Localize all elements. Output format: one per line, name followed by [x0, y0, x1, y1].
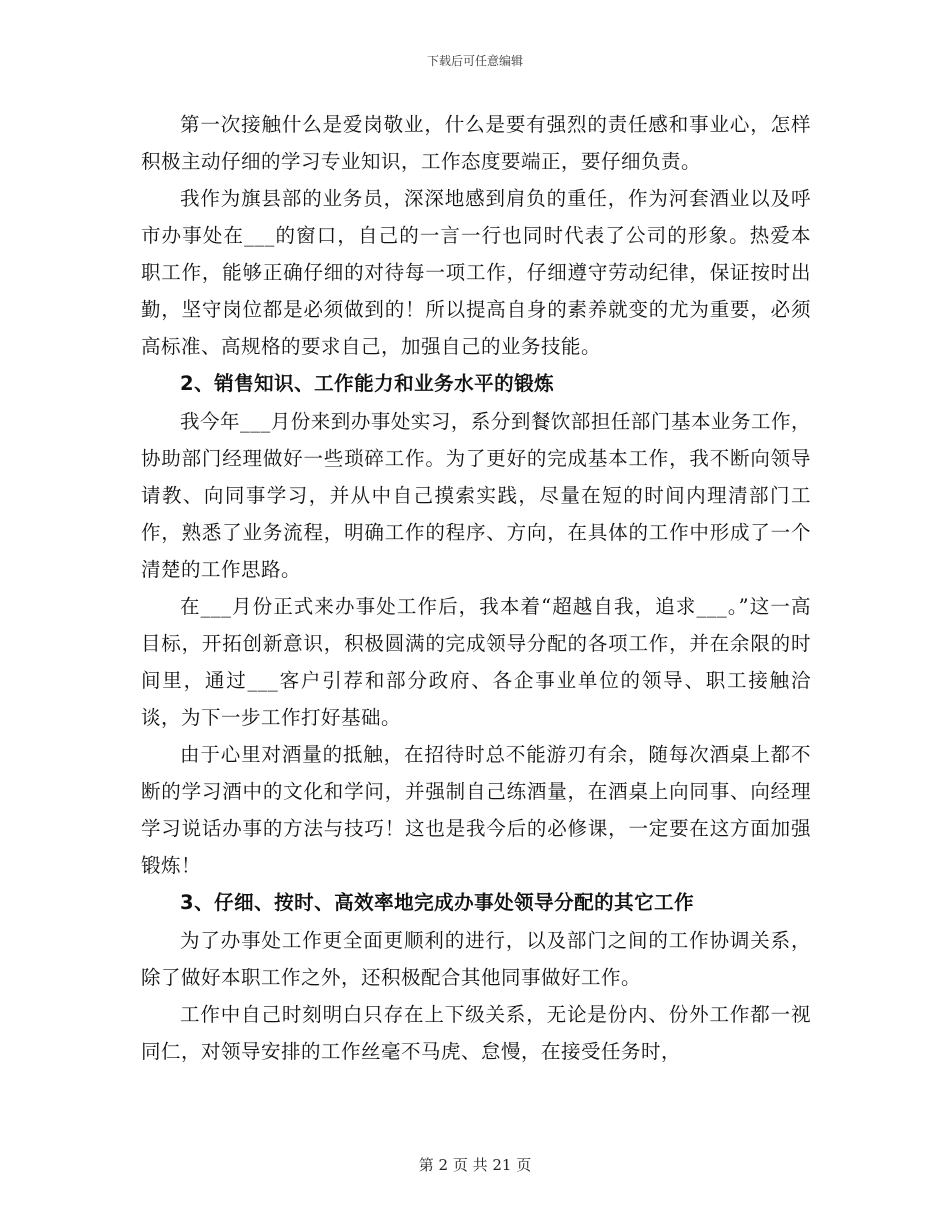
page-number-footer: 第 2 页 共 21 页: [418, 1156, 532, 1174]
paragraph-3: 我今年___月份来到办事处实习，系分到餐饮部担任部门基本业务工作，协助部门经理做好一些琐碎工作。为了更好的完成基本工作，我不断向领导请教、向同事学习，并从中自己摸索实践，尽量在短的时间内理清部门工作，熟悉了业务流程，明确工作的程序、方向，在具体的工作中形成了一个清楚的工作思路。: [141, 410, 811, 581]
paragraph-2: 我作为旗县部的业务员，深深地感到肩负的重任，作为河套酒业以及呼市办事处在___的窗口，自己的一言一行也同时代表了公司的形象。热爱本职工作，能够正确仔细的对待每一项工作，仔细遵守劳动纪律，保证按时出勤，坚守岗位都是必须做到的！所以提高自身的素养就变的尤为重要，必须高标准、高规格的要求自己，加强自己的业务技能。: [141, 187, 811, 358]
section-heading-2: 2、销售知识、工作能力和业务水平的锻炼: [180, 372, 555, 395]
paragraph-7: 工作中自己时刻明白只存在上下级关系，无论是份内、份外工作都一视同仁，对领导安排的工作丝毫不马虎、怠慢，在接受任务时，: [141, 1003, 811, 1063]
paragraph-4: 在___月份正式来办事处工作后，我本着“超越自我，追求___。”这一高目标，开拓创新意识，积极圆满的完成领导分配的各项工作，并在余限的时间里，通过___客户引荐和部分政府、各企事业单位的领导、职工接触洽谈，为下一步工作打好基础。: [141, 595, 811, 729]
section-heading-3: 3、仔细、按时、高效率地完成办事处领导分配的其它工作: [180, 891, 695, 914]
document-body: [141, 106, 811, 1070]
paragraph-1: 第一次接触什么是爱岗敬业，什么是要有强烈的责任感和事业心，怎样积极主动仔细的学习专业知识，工作态度要端正，要仔细负责。: [141, 113, 811, 173]
paragraph-5: 由于心里对酒量的抵触，在招待时总不能游刃有余，随每次酒桌上都不断的学习酒中的文化和学问，并强制自己练酒量，在酒桌上向同事、向经理学习说话办事的方法与技巧！这也是我今后的必修课，一定要在这方面加强锻炼！: [141, 743, 811, 877]
paragraph-6: 为了办事处工作更全面更顺利的进行，以及部门之间的工作协调关系，除了做好本职工作之外，还积极配合其他同事做好工作。: [141, 929, 811, 989]
page-header: 下载后可任意编辑: [426, 54, 523, 68]
